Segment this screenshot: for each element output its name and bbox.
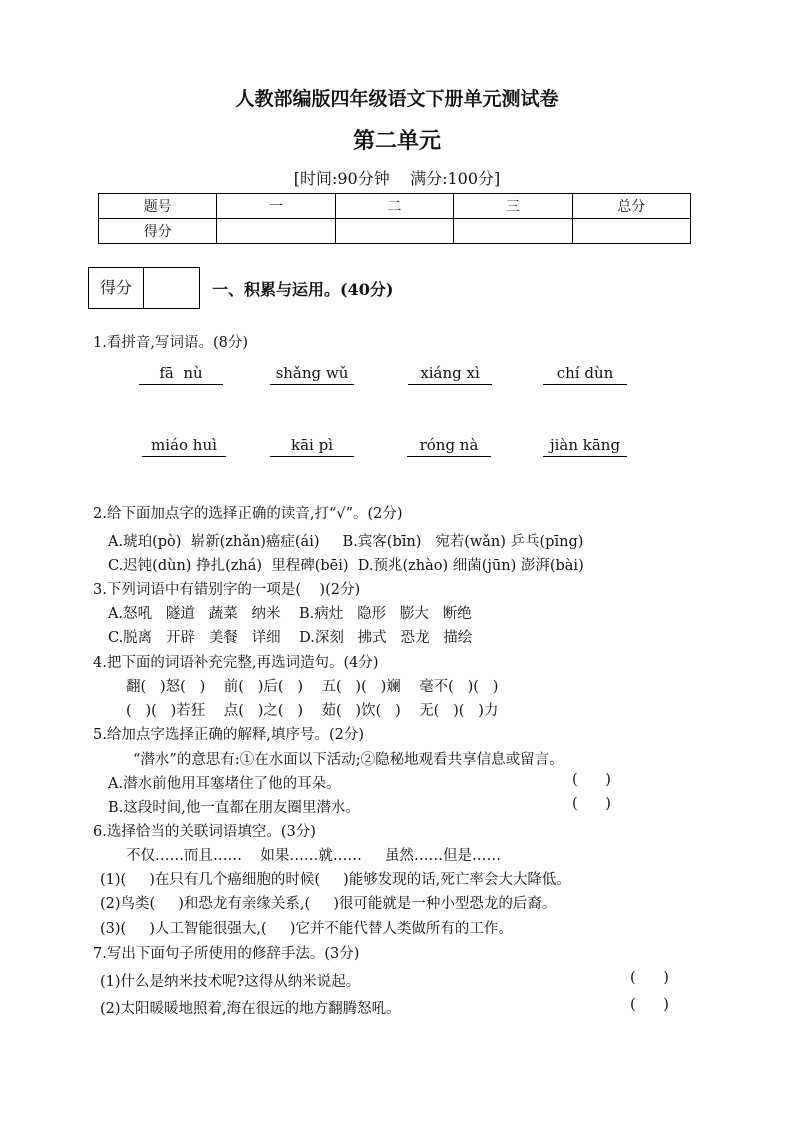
table-cell: 一: [217, 194, 335, 219]
pinyin-blank[interactable]: jiàn kāng: [543, 436, 627, 457]
q5-answer-blank[interactable]: ( ): [572, 796, 611, 812]
q1-title: 1.看拼音,写词语。(8分): [93, 335, 248, 351]
table-cell: 三: [454, 194, 572, 219]
pinyin-blank[interactable]: fā nù: [139, 364, 223, 385]
q5-answer-blank[interactable]: ( ): [572, 772, 611, 788]
table-cell: 题号: [99, 194, 217, 219]
table-cell: 总分: [572, 194, 690, 219]
score-input-cell[interactable]: [217, 219, 335, 244]
table-row: [99, 219, 691, 244]
q7-sentence: (1)什么是纳米技术呢?这得从纳米说起。: [100, 974, 361, 990]
q4-fill-line[interactable]: ( )( )若狂 点( )之( ) 茹( )饮( ) 无( )( )力: [126, 703, 499, 719]
score-input-cell[interactable]: [454, 219, 572, 244]
pinyin-blank[interactable]: xiáng xì: [408, 364, 492, 385]
q5-sentence-b: B.这段时间,他一直都在朋友圈里潜水。: [108, 800, 360, 816]
table-row: [99, 194, 691, 219]
pinyin-blank[interactable]: miáo huì: [142, 436, 226, 457]
q7-answer-blank[interactable]: ( ): [630, 970, 669, 986]
q4-title: 4.把下面的词语补充完整,再选词造句。(4分): [93, 655, 379, 671]
q5-sentence-a: A.潜水前他用耳塞堵住了他的耳朵。: [108, 776, 341, 792]
section-score-box: [88, 267, 200, 309]
pinyin-blank[interactable]: chí dùn: [543, 364, 627, 385]
q7-answer-blank[interactable]: ( ): [630, 997, 669, 1013]
q4-fill-line[interactable]: 翻( )怒( ) 前( )后( ) 五( )( )斓 毫不( )( ): [126, 679, 499, 695]
q3-option-line[interactable]: C.脱离 开辟 美餐 详细 D.深刻 拂式 恐龙 描绘: [108, 630, 473, 646]
q3-option-line[interactable]: A.怒吼 隧道 蔬菜 纳米 B.病灶 隐形 膨大 断绝: [108, 606, 472, 622]
score-table: [98, 193, 691, 244]
q6-fill-line[interactable]: (1)( )在只有几个癌细胞的时候( )能够发现的话,死亡率会大大降低。: [100, 872, 571, 888]
q7-title: 7.写出下面句子所使用的修辞手法。(3分): [93, 946, 360, 962]
q5-title: 5.给加点字选择正确的解释,填序号。(2分): [93, 727, 364, 743]
q6-word-options: 不仅……而且…… 如果……就…… 虽然……但是……: [126, 848, 501, 864]
pinyin-blank[interactable]: shǎng wǔ: [270, 364, 354, 385]
section-title: 一、积累与运用。(40分): [212, 280, 394, 299]
paper-title: 人教部编版四年级语文下册单元测试卷: [235, 88, 559, 110]
table-cell: 二: [335, 194, 453, 219]
score-input-cell[interactable]: [335, 219, 453, 244]
q6-fill-line[interactable]: (3)( )人工智能很强大,( )它并不能代替人类做所有的工作。: [100, 921, 513, 937]
q6-fill-line[interactable]: (2)鸟类( )和恐龙有亲缘关系,( )很可能就是一种小型恐龙的后裔。: [100, 896, 557, 912]
q2-option-line[interactable]: A.琥珀(pò) 崭新(zhǎn)癌症(ái) B.宾客(bīn) 宛若(wǎn) 乒乓(pīng): [108, 534, 584, 550]
unit-title: 第二单元: [352, 128, 441, 154]
time-score-info: [时间:90分钟 满分:100分]: [293, 169, 501, 188]
q6-title: 6.选择恰当的关联词语填空。(3分): [93, 824, 316, 840]
q3-title: 3.下列词语中有错别字的一项是( )(2分): [93, 582, 361, 598]
section-score-label: 得分: [89, 268, 144, 308]
q2-option-line[interactable]: C.迟钝(dùn) 挣扎(zhá) 里程碑(bēi) D.预兆(zhào) 细菌(jūn) 澎湃(bài): [108, 558, 584, 574]
pinyin-blank[interactable]: róng nà: [407, 436, 491, 457]
pinyin-blank[interactable]: kāi pì: [270, 436, 354, 457]
q5-definition: “潜水”的意思有:①在水面以下活动;②隐秘地观看共享信息或留言。: [133, 752, 564, 768]
q2-title: 2.给下面加点字的选择正确的读音,打“√”。(2分): [93, 506, 403, 522]
score-input-cell[interactable]: [572, 219, 690, 244]
q7-sentence: (2)太阳暖暖地照着,海在很远的地方翻腾怒吼。: [100, 1001, 401, 1017]
table-cell: 得分: [99, 219, 217, 244]
